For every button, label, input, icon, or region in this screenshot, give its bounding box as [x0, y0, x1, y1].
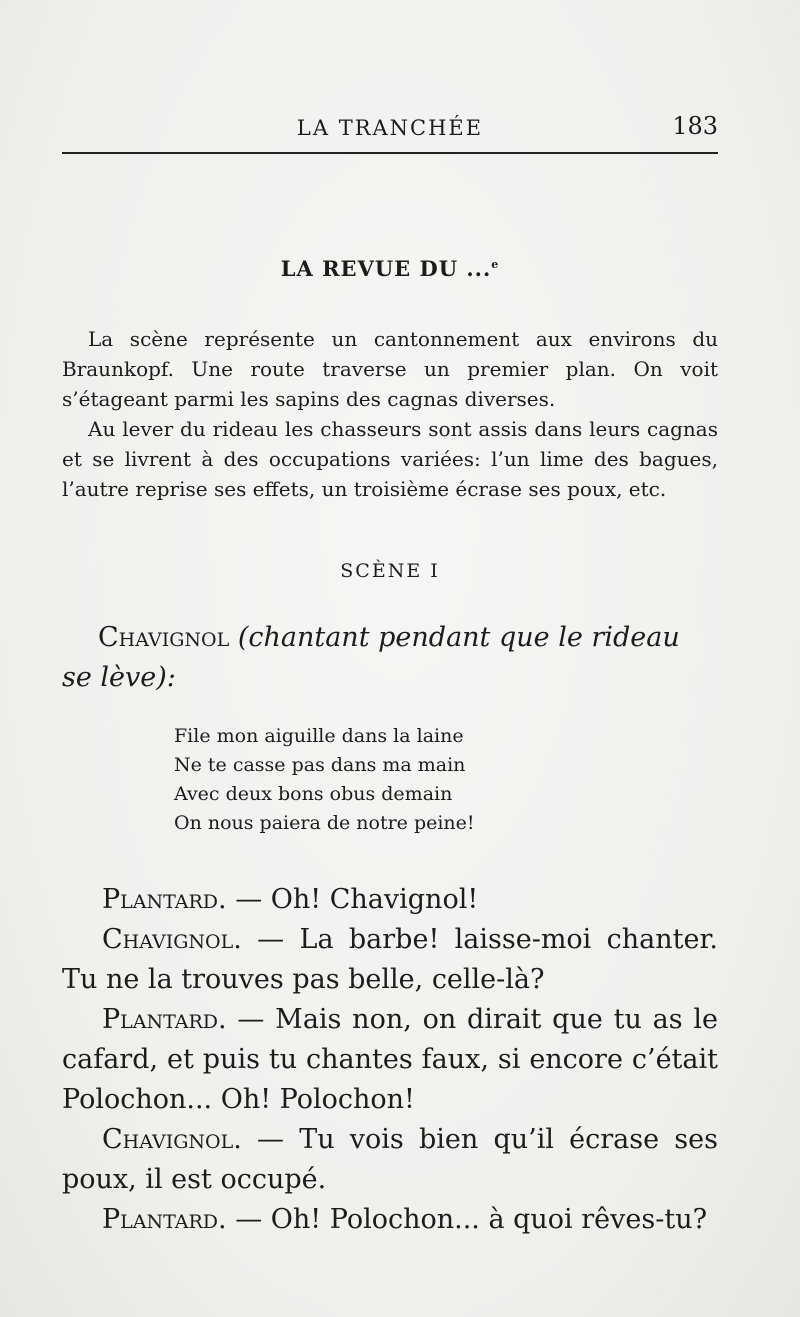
dialogue	[62, 880, 718, 1240]
dialogue-text: — Oh! Polochon... à quoi rêves-tu?	[235, 1204, 708, 1235]
page-number: 183	[672, 112, 718, 140]
speaker-intro	[62, 618, 718, 698]
stage-direction-paragraph: Au lever du rideau les chasseurs sont assis dans leurs cagnas et se livrent à des occupations variées: l’un lime des bagues, l’autre reprise ses effets, un troisième écrase ses poux, etc.	[62, 417, 718, 501]
stage-direction-paragraph: La scène représente un cantonnement aux environs du Braunkopf. Une route traverse un premier plan. On voit s’étageant parmi les sapins des cagnas diverses.	[62, 327, 718, 411]
section-title-superscript: e	[491, 258, 500, 271]
stage-directions	[62, 324, 718, 504]
verse-line: On nous paiera de notre peine!	[174, 812, 475, 834]
page-header	[62, 112, 718, 154]
verse-line: Avec deux bons obus demain	[174, 783, 453, 805]
verse-line: Ne te casse pas dans ma main	[174, 754, 466, 776]
running-title: LA TRANCHÉE	[296, 116, 484, 140]
speaker-name: Chavignol.	[102, 924, 242, 955]
dialogue-line	[62, 1000, 718, 1120]
section-title-text: LA REVUE DU ...	[280, 256, 492, 281]
speaker-name: Plantard.	[102, 1004, 227, 1035]
speaker-name: Chavignol.	[102, 1124, 242, 1155]
dialogue-line	[62, 1120, 718, 1200]
section-title	[62, 256, 718, 281]
scene-heading: SCÈNE I	[340, 560, 440, 582]
speaker-name: Chavignol	[98, 622, 230, 653]
dialogue-line	[62, 1200, 718, 1240]
speaker-name: Plantard.	[102, 1204, 227, 1235]
dialogue-text: — La barbe! laisse-moi chanter. Tu ne la trouves pas belle, celle-là?	[62, 924, 719, 995]
dialogue-text: — Oh! Chavignol!	[235, 884, 479, 915]
dialogue-line	[62, 920, 718, 1000]
stage-direction-inline: (chantant pendant que le rideau se lève):	[62, 622, 680, 693]
verse-line: File mon aiguille dans la laine	[174, 725, 464, 747]
dialogue-text: — Mais non, on dirait que tu as le cafard, et puis tu chantes faux, si encore c’était Polochon... Oh! Polochon!	[62, 1004, 718, 1115]
dialogue-line	[62, 880, 718, 920]
song-verse	[174, 722, 614, 838]
dialogue-text: — Tu vois bien qu’il écrase ses poux, il est occupé.	[62, 1124, 718, 1195]
speaker-name: Plantard.	[102, 884, 227, 915]
